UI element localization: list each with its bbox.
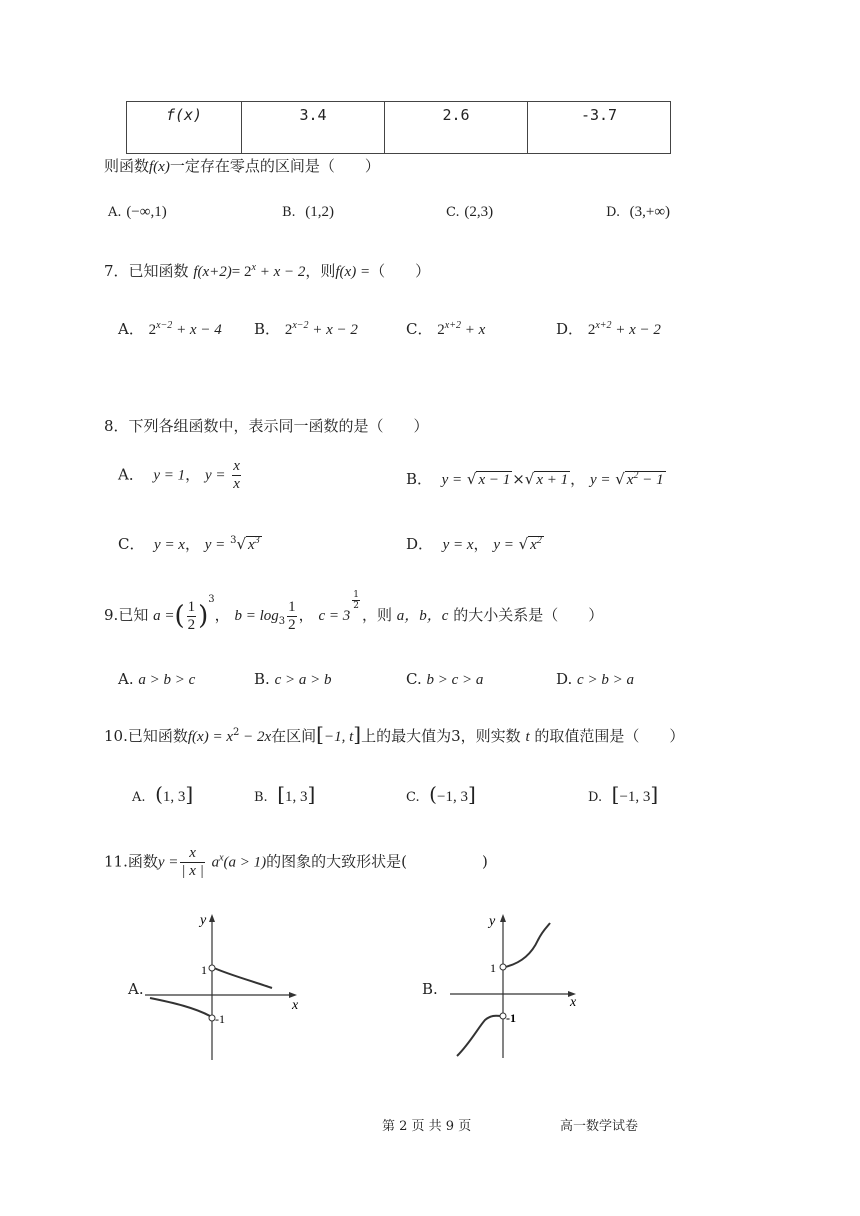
option-letter: D. (606, 205, 621, 220)
option-formula: y = x (154, 537, 185, 553)
question-number: 10. (104, 727, 128, 745)
q10-option-c (406, 782, 476, 806)
q10-var: t (525, 729, 530, 745)
option-letter: C. (406, 670, 422, 688)
option-base: 2 (587, 322, 596, 338)
root-index: 3 (230, 535, 237, 546)
denominator: | x | (181, 863, 204, 879)
option-letter: A. (132, 790, 146, 805)
option-letter: D. (588, 790, 603, 805)
separator: ， (184, 535, 200, 553)
numerator: 1 (353, 590, 359, 600)
q9-b-lhs: b = log (234, 608, 279, 624)
option-text: 1, 3 (162, 789, 186, 805)
y-axis-label: y (489, 914, 496, 929)
bracket: ] (185, 782, 194, 806)
option-letter: C. (446, 205, 460, 220)
option-exp: x−2 (156, 320, 173, 331)
q11-text: 函数 (127, 852, 158, 871)
option-exp: x+2 (595, 320, 612, 331)
option-letter: D． (556, 320, 584, 338)
q9-option-d (556, 670, 634, 689)
q7-fx: f(x) = (335, 264, 371, 280)
option-text: −1, 3 (619, 789, 651, 805)
q10-text: 上的最大值为 (361, 727, 452, 745)
times-sign: × (512, 470, 525, 488)
x-axis-label: x (292, 998, 299, 1013)
separator: ， (298, 606, 314, 624)
option-text: b > c > a (426, 672, 484, 688)
table-cell-value: -3.7 (528, 102, 671, 154)
radicand: x + 1 (536, 472, 569, 488)
q9-text: ，则 (361, 606, 392, 624)
option-formula: y = (441, 472, 463, 488)
q7-option-c (406, 318, 485, 339)
table-cell-value: 2.6 (385, 102, 528, 154)
q6-stem (104, 155, 380, 176)
bracket: [ (277, 782, 286, 806)
q10-interval: −1, t (323, 729, 354, 745)
separator: ， (473, 535, 489, 553)
q7-text: 已知函数 (128, 262, 189, 280)
q10-value: 3 (451, 727, 461, 745)
y-axis-label: y (200, 913, 207, 928)
numerator: x (180, 845, 204, 863)
separator: ， (570, 470, 586, 488)
q10-option-d (588, 782, 658, 806)
q10-fx-exp: 2 (232, 727, 240, 738)
q6-option-a (108, 202, 167, 221)
option-formula: y = (204, 537, 226, 553)
option-letter: B． (254, 320, 281, 338)
y-axis-arrow (209, 914, 215, 922)
q11-exp: x (219, 852, 224, 864)
option-text: a > b > c (138, 672, 196, 688)
q9-text: 的大小关系是（ ） (453, 606, 604, 624)
option-letter: A． (118, 320, 144, 338)
option-text: 1, 3 (285, 789, 308, 805)
option-exp: x+2 (444, 320, 461, 331)
page-number: 第 2 页 共 9 页 (382, 1119, 472, 1134)
graph-b-letter: B. (422, 980, 438, 998)
exponent-fraction (352, 590, 360, 611)
option-base: 2 (148, 322, 157, 338)
q11-condition: (a > 1) (223, 854, 267, 871)
q9-a-exp: 3 (208, 594, 215, 605)
numerator: x (233, 458, 240, 474)
q9-vars: a，b，c (396, 608, 449, 624)
radicand-tail: − 1 (638, 472, 664, 488)
open-point-top (209, 965, 215, 971)
option-formula: y = (493, 537, 514, 553)
label-one: 1 (490, 961, 496, 975)
bracket: [ (611, 782, 620, 806)
q10-text: ，则实数 (460, 727, 521, 745)
q7-eq-rhs: = 2 (231, 264, 252, 280)
option-letter: A. (108, 205, 122, 220)
denominator: 2 (187, 616, 196, 633)
option-letter: C． (406, 320, 433, 338)
q10-fx-tail: − 2x (239, 729, 272, 745)
q7-eq-lhs: f(x+2) (193, 264, 232, 280)
q8-option-b: B． y = √ x − 1 ×√ x + 1 ， y = √ $x^2 - 1$ (406, 470, 664, 488)
table-row (127, 102, 671, 154)
q9-option-b (254, 670, 331, 689)
option-base: 2 (437, 322, 445, 338)
radicand-exp: 2 (536, 535, 542, 546)
option-text: (1,2) (305, 204, 334, 220)
option-text: (2,3) (464, 204, 494, 220)
q11-text: 的图象的大致形状是( ) (266, 852, 488, 871)
curve-right (505, 923, 550, 967)
option-letter: C． (118, 535, 145, 553)
curve-right (214, 968, 272, 988)
q10-text: 在区间 (271, 727, 317, 745)
option-tail: + x − 2 (611, 322, 661, 338)
question-number: 11. (104, 852, 128, 871)
label-one: 1 (201, 963, 207, 977)
q7-text: ，则 (305, 262, 336, 280)
fraction (180, 845, 204, 880)
option-letter: D． (406, 535, 434, 553)
radicand: x − 1 (478, 472, 511, 488)
option-formula: y = 1 (153, 467, 186, 484)
radicand: x (626, 472, 634, 488)
option-exp: x−2 (292, 320, 309, 331)
bracket: ] (467, 782, 476, 806)
denominator: 2 (288, 616, 296, 633)
option-letter: A. (118, 670, 134, 688)
option-formula: y = (589, 472, 611, 488)
q9-option-a (118, 670, 195, 689)
separator: ， (214, 606, 230, 624)
q6-stem-tail: 一定存在零点的区间是（ ） (169, 157, 380, 175)
q9-c-lhs: c = 3 (318, 608, 351, 624)
option-letter: D. (556, 670, 573, 688)
q8-text: 下列各组函数中，表示同一函数的是（ ） (128, 417, 429, 435)
q7-option-b (254, 318, 358, 339)
q6-stem-text: 则函数 (104, 157, 150, 175)
q6-option-b (282, 202, 334, 221)
q7-stem (104, 260, 430, 281)
q10-fx: f(x) = x (187, 729, 233, 745)
separator: ， (185, 465, 201, 484)
option-letter: A． (118, 465, 144, 484)
value-table (126, 101, 671, 154)
curve-left (457, 1016, 501, 1056)
option-tail: + x − 2 (308, 322, 358, 338)
exam-title: 高一数学试卷 (560, 1119, 639, 1134)
q6-fx: f(x) (149, 159, 170, 175)
q6-option-c (446, 202, 493, 221)
question-number: 7． (104, 262, 129, 280)
q8-stem (104, 415, 429, 436)
fraction (187, 599, 197, 634)
graph-a (145, 908, 305, 1063)
option-letter: B. (254, 790, 268, 805)
denominator: x (233, 476, 240, 492)
option-formula: y = x (442, 537, 474, 553)
numerator: 1 (288, 598, 296, 615)
q9-a-lhs: a = (153, 608, 175, 624)
q9-text: 已知 (118, 606, 149, 624)
option-text: (3,+∞) (629, 204, 671, 220)
open-point-bottom (500, 1013, 506, 1019)
label-minus-one: -1 (215, 1012, 225, 1026)
bracket: ( (155, 782, 163, 806)
option-formula: y = (204, 467, 226, 484)
option-letter: B． (406, 470, 433, 488)
q11-stem (104, 845, 488, 880)
q7-option-a (118, 318, 222, 339)
q11-base: a (211, 854, 220, 871)
bracket: ] (307, 782, 316, 806)
option-letter: B. (282, 205, 296, 220)
q8-option-a (118, 458, 243, 493)
fraction (232, 458, 241, 493)
radicand: x (530, 537, 537, 553)
q10-option-a (132, 782, 193, 806)
radicand-exp: 2 (633, 470, 639, 481)
q6-option-d (606, 202, 670, 221)
x-axis-label: x (570, 995, 577, 1010)
open-point-bottom (209, 1015, 215, 1021)
bracket: ] (650, 782, 659, 806)
q7-eq-tail: + x − 2 (255, 264, 306, 280)
question-number: 8． (104, 417, 129, 435)
option-text: c > b > a (577, 672, 634, 688)
curve-left (150, 998, 210, 1016)
option-base: 2 (284, 322, 293, 338)
q10-stem: 10.已知函数$f(x) = x^2 - 2x$在区间[−1, t]上的最大值为3，则实数 t 的取值范围是（ ） (104, 722, 685, 746)
option-text: (−∞,1) (126, 204, 167, 220)
radicand-exp: 3 (254, 535, 260, 546)
q7-option-d (556, 318, 661, 339)
q11-lhs: y = (157, 854, 179, 871)
q7-eq-exp: x (251, 262, 256, 273)
q10-text: 的取值范围是（ ） (534, 727, 685, 745)
option-letter: B. (254, 670, 270, 688)
option-tail: + x (460, 322, 486, 338)
graph-b (440, 908, 590, 1063)
option-text: −1, 3 (436, 789, 468, 805)
option-tail: + x − 4 (172, 322, 222, 338)
graph-a-letter: A. (128, 980, 144, 998)
option-text: c > a > b (274, 672, 332, 688)
table-cell-label: f(x) (127, 102, 242, 154)
numerator: 1 (187, 598, 196, 615)
q9-option-c (406, 670, 483, 689)
q9-stem: 9.已知 a =( $\frac{1}{2}$ )$^3$， $b = \log_3$ $\frac{1}{2}$ ， c = 3 $\frac{1}{2}$ ，则 a，b，c 的大小关系是（ ） (104, 590, 604, 633)
y-axis-arrow (500, 914, 506, 922)
q7-text: （ ） (370, 262, 431, 280)
q10-text: 已知函数 (127, 727, 188, 745)
denominator: 2 (353, 601, 359, 611)
log-base: 3 (278, 616, 286, 627)
question-number: 9. (104, 606, 119, 624)
option-letter: C. (406, 790, 420, 805)
q8-option-d: D． y = x， y = √ $x^2$ (406, 535, 542, 553)
bracket: ( (429, 782, 437, 806)
label-minus-one: -1 (506, 1011, 516, 1025)
table-cell-value: 3.4 (242, 102, 385, 154)
q10-option-b (254, 782, 315, 806)
q8-option-c: C． y = x， y = $^3$√ $x^3$ (118, 535, 260, 553)
fraction (287, 599, 297, 634)
radicand: x (248, 537, 255, 553)
open-point-top (500, 964, 506, 970)
